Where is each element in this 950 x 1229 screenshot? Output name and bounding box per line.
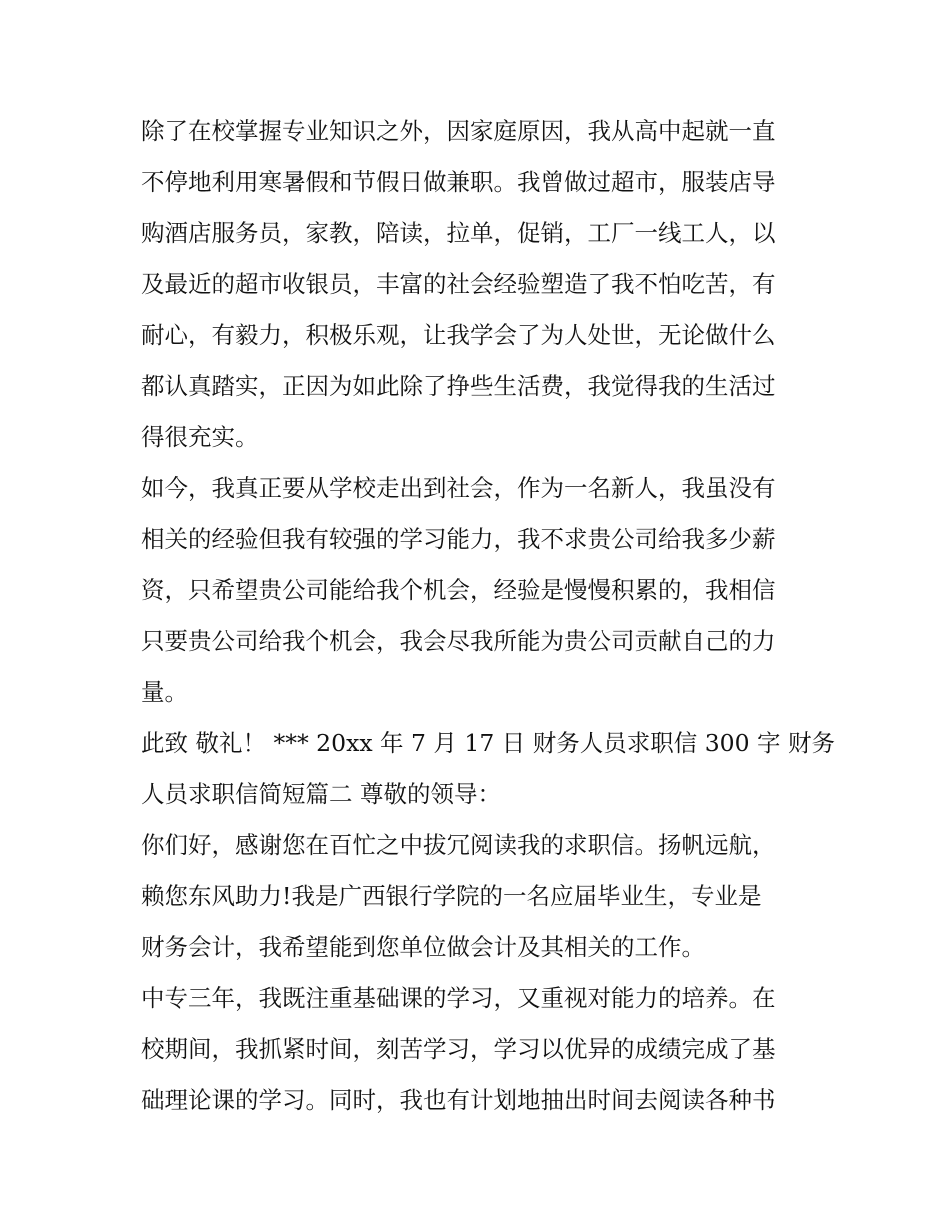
paragraph-closing-and-heading bbox=[141, 718, 836, 820]
text-line: 耐心，有毅力，积极乐观，让我学会了为人处世，无论做什么 bbox=[141, 321, 776, 349]
text-line: 如今，我真正要从学校走出到社会，作为一名新人，我虽没有 bbox=[141, 474, 776, 502]
text-line: 人员求职信简短篇二 尊敬的领导： bbox=[141, 780, 501, 808]
text-line: 及最近的超市收银员，丰富的社会经验塑造了我不怕吃苦，有 bbox=[141, 270, 776, 298]
text-line: 资，只希望贵公司能给我个机会，经验是慢慢积累的，我相信 bbox=[141, 576, 776, 604]
text-line: 赖您东风助力!我是广西银行学院的一名应届毕业生，专业是 bbox=[141, 882, 762, 910]
text-line: 你们好，感谢您在百忙之中拔冗阅读我的求职信。扬帆远航， bbox=[141, 831, 776, 859]
text-line: 只要贵公司给我个机会，我会尽我所能为贵公司贡献自己的力 bbox=[141, 627, 776, 655]
text-line: 相关的经验但我有较强的学习能力，我不求贵公司给我多少薪 bbox=[141, 525, 776, 553]
text-line: 购酒店服务员，家教，陪读，拉单，促销，工厂一线工人，以 bbox=[141, 219, 776, 247]
text-line: 都认真踏实，正因为如此除了挣些生活费，我觉得我的生活过 bbox=[141, 372, 776, 400]
document-body bbox=[141, 106, 836, 1126]
paragraph-part-time-experience bbox=[141, 106, 813, 463]
paragraph-study-years bbox=[141, 973, 813, 1126]
paragraph-greeting bbox=[141, 820, 813, 973]
paragraph-request-opportunity bbox=[141, 463, 813, 718]
text-line: 财务会计，我希望能到您单位做会计及其相关的工作。 bbox=[141, 933, 705, 961]
text-line: 础理论课的学习。同时，我也有计划地抽出时间去阅读各种书 bbox=[141, 1086, 776, 1114]
text-line: 不停地利用寒暑假和节假日做兼职。我曾做过超市，服装店导 bbox=[141, 168, 776, 196]
text-line: 得很充实。 bbox=[141, 423, 259, 451]
text-line: 除了在校掌握专业知识之外，因家庭原因，我从高中起就一直 bbox=[141, 117, 776, 145]
text-line: 此致 敬礼！ *** 20xx 年 7 月 17 日 财务人员求职信 300 字 财务 bbox=[141, 729, 836, 757]
text-line: 量。 bbox=[141, 678, 188, 706]
text-line: 中专三年，我既注重基础课的学习，又重视对能力的培养。在 bbox=[141, 984, 776, 1012]
text-line: 校期间，我抓紧时间，刻苦学习，学习以优异的成绩完成了基 bbox=[141, 1035, 776, 1063]
